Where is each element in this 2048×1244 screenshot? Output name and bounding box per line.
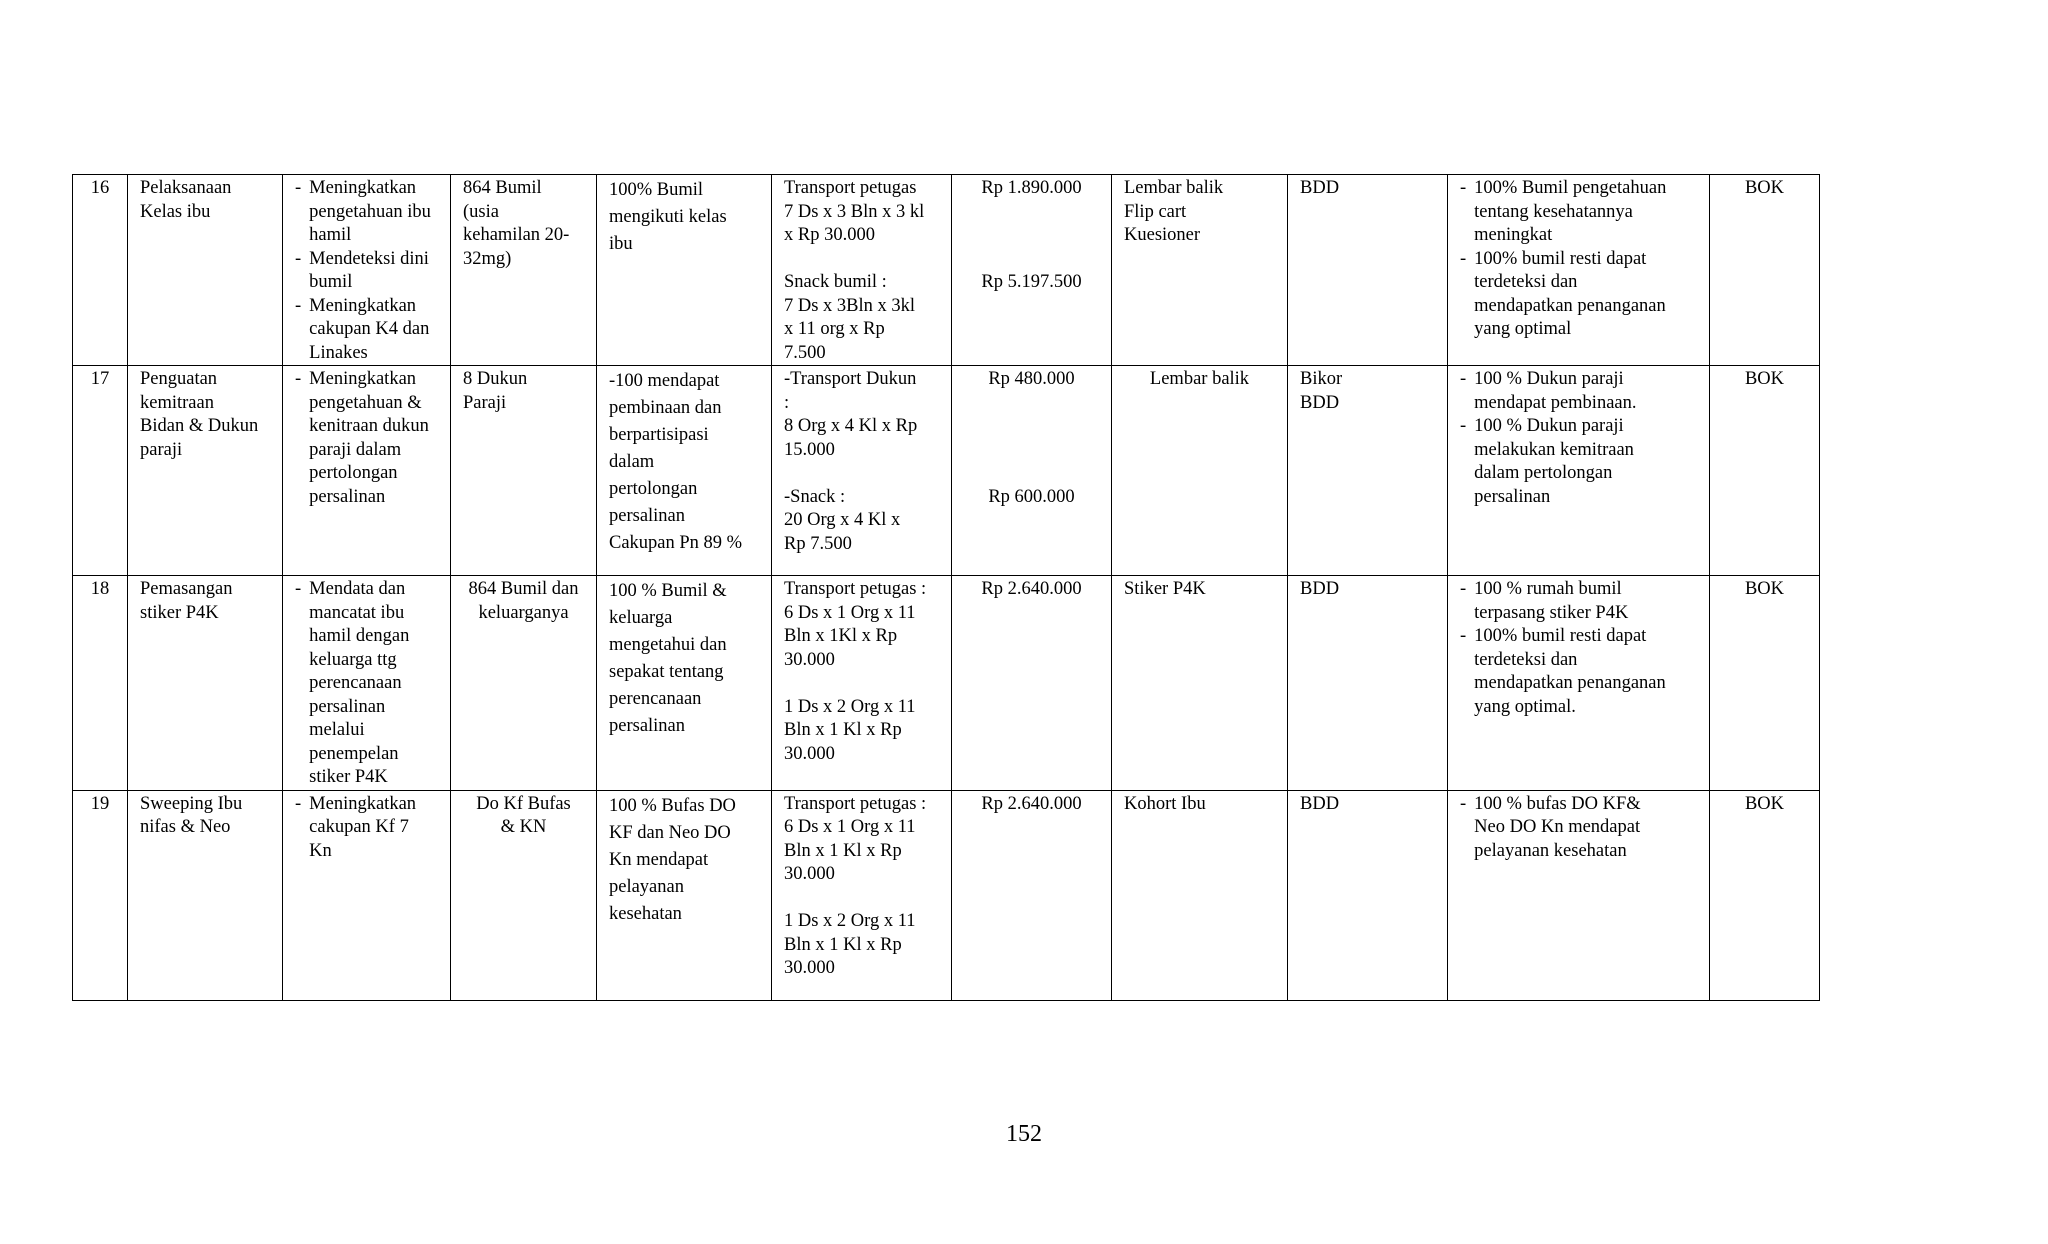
cost-detail-line: 1 Ds x 2 Org x 11 (784, 696, 916, 717)
cell-no (73, 366, 128, 576)
table-row (73, 366, 1820, 576)
activity-name-line: Bidan & Dukun (140, 416, 259, 436)
facility-line: Flip cart (1124, 201, 1187, 222)
text-line: 100% bumil resti dapat (1474, 248, 1647, 269)
activity-name-line: paraji (140, 439, 183, 460)
indicator-item (1460, 248, 1697, 342)
list-marker: - (295, 369, 302, 389)
facility-line: Lembar balik (1149, 369, 1250, 389)
cell-pelaksana (1288, 576, 1448, 791)
table-row (73, 175, 1820, 366)
indicator-item (1460, 793, 1697, 864)
list-marker: - (295, 178, 302, 198)
list-marker: - (1460, 369, 1467, 389)
target-group-line: keluarganya (478, 602, 569, 623)
cell-pelaksana (1288, 790, 1448, 1000)
cost-detail-line: 30.000 (784, 864, 835, 884)
cost-detail-line: 7.500 (784, 342, 826, 363)
cell-sasaran (451, 790, 597, 1000)
cost-detail-line: Bln x 1 Kl x Rp (784, 720, 902, 740)
text-line: 100 % Dukun paraji (1474, 369, 1624, 389)
text-line: Neo DO Kn mendapat (1474, 817, 1641, 837)
list-text (309, 793, 438, 864)
text-line: persalinan (309, 486, 386, 507)
executor-line: BDD (1300, 793, 1340, 814)
target-group-line: kehamilan 20- (463, 225, 570, 245)
cost-amount: Rp 1.890.000 (981, 178, 1082, 198)
text-line: Meningkatkan (309, 793, 417, 814)
list-marker: - (295, 579, 302, 599)
text-line: perencanaan (309, 673, 402, 693)
cell-target (597, 790, 772, 1000)
text-line: Kn (309, 840, 332, 861)
cost-detail-block (784, 486, 939, 557)
target-line: pertolongan (609, 479, 698, 499)
objective-item (295, 295, 438, 366)
cell-biaya (952, 576, 1112, 791)
cost-detail-line: 1 Ds x 2 Org x 11 (784, 911, 916, 931)
cost-detail-line: -Transport Dukun (784, 369, 917, 389)
cell-indikator (1448, 790, 1710, 1000)
text-line: 100 % Dukun paraji (1474, 416, 1624, 436)
indicator-item (1460, 415, 1697, 509)
objective-item (295, 368, 438, 509)
indicator-item (1460, 368, 1697, 415)
text-line: 100 % bufas DO KF& (1474, 793, 1641, 814)
list-text (1474, 177, 1697, 248)
cost-detail-line: : (784, 392, 790, 413)
list-marker: - (1460, 793, 1467, 814)
list-text (309, 177, 438, 248)
cell-kegiatan (128, 366, 283, 576)
cell-tujuan (283, 576, 451, 791)
target-line: Cakupan Pn 89 % (609, 533, 743, 553)
indicator-item (1460, 177, 1697, 248)
activity-name-line: Penguatan (140, 369, 218, 389)
text-line: melalui (309, 720, 365, 740)
text-line: cakupan K4 dan (309, 319, 430, 339)
text-line: Mendeteksi dini (309, 248, 429, 269)
cell-indikator (1448, 366, 1710, 576)
cell-indikator (1448, 175, 1710, 366)
text-line: hamil (309, 225, 352, 245)
text-line: keluarga ttg (309, 649, 397, 670)
indicator-item (1460, 578, 1697, 625)
text-line: meningkat (1474, 225, 1553, 245)
cost-amount: Rp 480.000 (988, 369, 1075, 389)
cell-sarana (1112, 366, 1288, 576)
cost-detail-line: 8 Org x 4 Kl x Rp (784, 416, 918, 436)
target-line: persalinan (609, 506, 686, 526)
table-row (73, 576, 1820, 791)
cost-detail-line: x 11 org x Rp (784, 319, 885, 339)
cell-sumber (1710, 175, 1820, 366)
executor-line: BDD (1300, 579, 1340, 599)
text-line: hamil dengan (309, 626, 410, 646)
cost-detail-line: 30.000 (784, 743, 835, 764)
cell-no (73, 790, 128, 1000)
text-line: terdeteksi dan (1474, 649, 1578, 670)
cell-tujuan (283, 790, 451, 1000)
cost-detail-line: 6 Ds x 1 Org x 11 (784, 817, 916, 837)
cost-detail-line: Transport petugas : (784, 793, 927, 814)
cell-target (597, 576, 772, 791)
objective-item (295, 578, 438, 790)
activity-name-line: Sweeping Ibu (140, 793, 243, 814)
text-line: mendapatkan penanganan (1474, 673, 1666, 693)
list-marker: - (1460, 626, 1467, 646)
target-line: KF dan Neo DO (609, 822, 731, 843)
facility-line: Kohort Ibu (1124, 793, 1206, 814)
text-line: mendapatkan penanganan (1474, 295, 1666, 316)
cell-rincian (772, 790, 952, 1000)
objective-item (295, 248, 438, 295)
funding-source: BOK (1744, 178, 1785, 198)
cell-no (73, 175, 128, 366)
list-marker: - (295, 793, 302, 814)
text-line: mendapat pembinaan. (1474, 392, 1637, 413)
funding-source: BOK (1744, 793, 1785, 814)
target-line: sepakat tentang (609, 662, 724, 682)
row-number: 19 (90, 793, 110, 814)
cost-detail-line: Snack bumil : (784, 272, 887, 292)
list-marker: - (1460, 579, 1467, 599)
text-line: terdeteksi dan (1474, 272, 1578, 292)
list-marker: - (1460, 178, 1467, 198)
cost-detail-block (784, 910, 939, 981)
target-line: mengetahui dan (609, 635, 727, 655)
target-group-line: & KN (500, 817, 547, 837)
text-line: penempelan (309, 743, 399, 764)
target-line: pelayanan (609, 876, 684, 897)
cell-pelaksana (1288, 366, 1448, 576)
list-text (309, 295, 438, 366)
indicator-item (1460, 625, 1697, 719)
target-group-line: Do Kf Bufas (476, 793, 571, 814)
cost-detail-block (784, 368, 939, 462)
text-line: 100 % rumah bumil (1474, 579, 1622, 599)
text-line: tentang kesehatannya (1474, 201, 1633, 222)
activity-name-line: Pemasangan (140, 579, 233, 599)
text-line: persalinan (309, 696, 386, 717)
cell-sasaran (451, 175, 597, 366)
table-row (73, 790, 1820, 1000)
activity-name-line: stiker P4K (140, 602, 219, 623)
cell-indikator (1448, 576, 1710, 791)
target-line: berpartisipasi (609, 425, 709, 445)
cell-sarana (1112, 175, 1288, 366)
cost-detail-line: 6 Ds x 1 Org x 11 (784, 602, 916, 623)
text-line: pertolongan (309, 463, 398, 483)
funding-source: BOK (1744, 369, 1785, 389)
text-line: melakukan kemitraan (1474, 439, 1634, 460)
text-line: kenitraan dukun (309, 416, 429, 436)
list-text (1474, 625, 1697, 719)
cost-detail-line: 30.000 (784, 649, 835, 670)
cell-target (597, 366, 772, 576)
funding-source: BOK (1744, 579, 1785, 599)
text-line: paraji dalam (309, 439, 402, 460)
text-line: dalam pertolongan (1474, 463, 1613, 483)
cell-sarana (1112, 576, 1288, 791)
cost-detail-line: 7 Ds x 3 Bln x 3 kl (784, 201, 925, 222)
text-line: yang optimal. (1474, 696, 1576, 717)
cost-detail-line: 30.000 (784, 958, 835, 978)
cell-rincian (772, 576, 952, 791)
list-text (1474, 368, 1697, 415)
executor-line: Bikor (1300, 369, 1343, 389)
list-marker: - (295, 295, 302, 316)
cost-amount: Rp 600.000 (988, 486, 1075, 507)
cell-kegiatan (128, 175, 283, 366)
target-line: ibu (609, 234, 633, 254)
target-line: 100% Bumil (609, 180, 704, 200)
text-line: pengetahuan ibu (309, 201, 431, 222)
text-line: Mendata dan (309, 579, 406, 599)
target-group-line: 864 Bumil (463, 178, 542, 198)
list-text (309, 368, 438, 509)
text-line: pengetahuan & (309, 392, 422, 413)
target-line: persalinan (609, 716, 686, 736)
text-line: pelayanan kesehatan (1474, 840, 1627, 861)
list-text (309, 578, 438, 790)
list-marker: - (1460, 416, 1467, 436)
cell-no (73, 576, 128, 791)
cell-sumber (1710, 366, 1820, 576)
list-text (1474, 248, 1697, 342)
cost-detail-block (784, 271, 939, 365)
target-line: dalam (609, 452, 655, 472)
cost-amount: Rp 2.640.000 (981, 579, 1082, 599)
text-line: Meningkatkan (309, 295, 417, 316)
activity-name-line: Pelaksanaan (140, 178, 232, 198)
cost-detail-block (784, 177, 939, 248)
cost-detail-line: Bln x 1 Kl x Rp (784, 934, 902, 955)
activity-name-line: Kelas ibu (140, 201, 211, 222)
target-line: -100 mendapat (609, 371, 720, 391)
target-group-line: 864 Bumil dan (468, 579, 579, 599)
activity-plan-table (72, 174, 1820, 1001)
text-line: 100% bumil resti dapat (1474, 626, 1647, 646)
target-group-line: (usia (463, 201, 499, 222)
list-text (309, 248, 438, 295)
list-text (1474, 578, 1697, 625)
target-line: perencanaan (609, 689, 702, 709)
cell-rincian (772, 366, 952, 576)
cost-detail-line: Transport petugas (784, 178, 917, 198)
facility-line: Kuesioner (1124, 225, 1201, 245)
cost-detail-line: Bln x 1 Kl x Rp (784, 840, 902, 861)
cell-target (597, 175, 772, 366)
cell-biaya (952, 175, 1112, 366)
cost-detail-line: Transport petugas : (784, 579, 927, 599)
cost-detail-line: x Rp 30.000 (784, 225, 875, 245)
row-number: 17 (90, 369, 110, 389)
text-line: persalinan (1474, 486, 1551, 507)
cell-tujuan (283, 175, 451, 366)
target-line: keluarga (609, 608, 673, 628)
executor-line: BDD (1300, 178, 1340, 198)
text-line: 100% Bumil pengetahuan (1474, 178, 1667, 198)
target-group-line: 32mg) (463, 248, 512, 269)
list-text (1474, 793, 1697, 864)
cell-pelaksana (1288, 175, 1448, 366)
text-line: stiker P4K (309, 767, 388, 787)
target-line: 100 % Bufas DO (609, 795, 736, 816)
facility-line: Stiker P4K (1124, 579, 1206, 599)
activity-name-line: nifas & Neo (140, 817, 231, 837)
cost-detail-line: Rp 7.500 (784, 533, 852, 554)
target-line: 100 % Bumil & (609, 581, 727, 601)
facility-line: Lembar balik (1124, 178, 1224, 198)
text-line: bumil (309, 272, 353, 292)
row-number: 16 (90, 178, 110, 198)
text-line: Linakes (309, 342, 368, 363)
cell-sumber (1710, 576, 1820, 791)
row-number: 18 (90, 579, 110, 599)
cost-detail-line: 7 Ds x 3Bln x 3kl (784, 295, 916, 316)
text-line: mancatat ibu (309, 602, 405, 623)
cell-sasaran (451, 366, 597, 576)
text-line: terpasang stiker P4K (1474, 602, 1629, 623)
target-line: Kn mendapat (609, 849, 709, 870)
cell-rincian (772, 175, 952, 366)
cell-kegiatan (128, 790, 283, 1000)
cell-kegiatan (128, 576, 283, 791)
list-text (1474, 415, 1697, 509)
text-line: cakupan Kf 7 (309, 817, 409, 837)
cost-detail-line: Bln x 1Kl x Rp (784, 626, 898, 646)
text-line: Meningkatkan (309, 369, 417, 389)
cost-detail-block (784, 696, 939, 767)
cell-sumber (1710, 790, 1820, 1000)
page-number: 152 (1006, 1121, 1042, 1147)
cell-sasaran (451, 576, 597, 791)
cost-detail-line: -Snack : (784, 486, 846, 507)
cell-biaya (952, 366, 1112, 576)
cell-sarana (1112, 790, 1288, 1000)
cost-detail-block (784, 793, 939, 887)
target-group-line: Paraji (463, 392, 507, 413)
cost-detail-line: 20 Org x 4 Kl x (784, 510, 901, 530)
objective-item (295, 177, 438, 248)
target-line: mengikuti kelas (609, 207, 727, 227)
activity-name-line: kemitraan (140, 392, 214, 413)
objective-item (295, 793, 438, 864)
list-marker: - (295, 248, 302, 269)
cell-biaya (952, 790, 1112, 1000)
target-line: pembinaan dan (609, 398, 722, 418)
executor-line: BDD (1300, 392, 1340, 413)
text-line: Meningkatkan (309, 178, 417, 198)
cost-detail-line: 15.000 (784, 439, 835, 460)
text-line: yang optimal (1474, 319, 1572, 339)
cost-detail-block (784, 578, 939, 672)
target-group-line: 8 Dukun (463, 369, 528, 389)
cost-amount: Rp 5.197.500 (981, 272, 1082, 292)
list-marker: - (1460, 248, 1467, 269)
target-line: kesehatan (609, 903, 682, 924)
cell-tujuan (283, 366, 451, 576)
cost-amount: Rp 2.640.000 (981, 793, 1082, 814)
